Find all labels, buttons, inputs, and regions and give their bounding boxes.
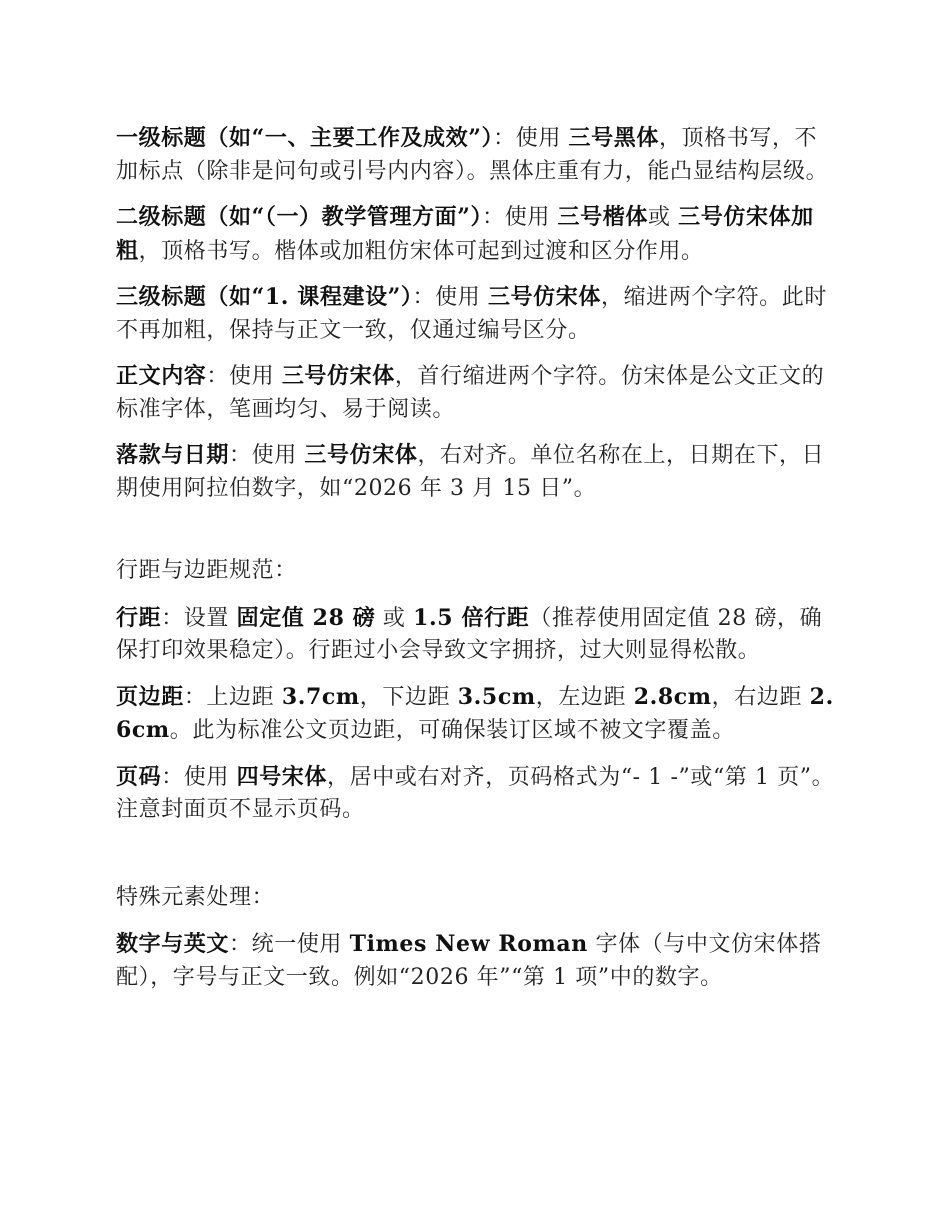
rule-term: 行距 [116,604,162,631]
rule-text: ：上边距 [183,684,282,710]
spec-value: 固定值 28 磅 [236,604,376,631]
rule-text: ，缩进两个字符。此时不再加粗，保持与正文一致，仅通过编号区分。 [116,285,827,343]
font-spec: Times New Roman [349,931,588,957]
rule-text: ：使用 [493,126,569,151]
rule-text: 或 [375,605,414,631]
spec-value: 2.6cm [116,683,834,743]
page-margin-rule [116,681,836,748]
rule-term: 正文内容 [116,363,207,389]
rule-term: 一级标题（如“一、主要工作及成效”） [116,125,494,151]
spec-value: 1.5 倍行距 [413,604,530,631]
spec-value: 3.7cm [281,683,360,710]
page-number-rule [116,761,836,827]
rule-text: （推荐使用固定值 28 磅，确保打印效果稳定）。行距过小会导致文字拥挤，过大则显得松散。 [116,605,823,663]
line-spacing-rule [116,602,836,668]
rule-term: 页码 [116,763,162,790]
rule-text: ：使用 [229,443,305,468]
heading-level-1-rule [116,122,836,188]
rule-text: 。此为标准公文页边距，可确保装订区域不被文字覆盖。 [169,718,735,743]
font-spec: 三号仿宋体 [281,363,395,389]
rule-text: ：使用 [412,285,488,310]
rule-term: 落款与日期 [116,442,230,468]
font-spec: 四号宋体 [236,763,328,790]
rule-text: 或 [647,205,679,230]
numbers-english-rule [116,928,836,994]
spec-value: 3.5cm [457,683,536,710]
rule-text: ：使用 [206,364,282,389]
section-gap [116,840,836,882]
section-gap [116,518,836,555]
rule-text: ，右边距 [711,684,810,710]
font-spec: 三号仿宋体加粗 [116,204,814,264]
font-spec: 三号黑体 [568,125,659,151]
rule-text: ，顶格书写。楷体或加粗仿宋体可起到过渡和区分作用。 [138,238,704,264]
signature-date-rule [116,439,836,505]
spec-value: 2.8cm [633,683,712,710]
rule-text: ：设置 [161,605,237,631]
rule-text: ：统一使用 [229,932,350,957]
rule-text: ，下边距 [359,684,458,710]
rule-text: ：使用 [482,205,558,230]
font-spec: 三号仿宋体 [487,284,601,310]
rule-text: ，左边距 [535,684,634,710]
rule-text: ，首行缩进两个字符。仿宋体是公文正文的标准字体，笔画均匀、易于阅读。 [116,364,825,422]
document-page [116,122,836,1007]
font-spec: 三号楷体 [557,204,648,230]
rule-term: 三级标题（如“1. 课程建设”） [116,284,413,310]
rule-term: 数字与英文 [116,931,230,957]
font-spec: 三号仿宋体 [304,442,418,468]
rule-text: 字体（与中文仿宋体搭配），字号与正文一致。例如“2026 年”“第 1 项”中的数字。 [116,932,822,990]
rule-text: ，居中或右对齐，页码格式为“- 1 -”或“第 1 页”。注意封面页不显示页码。 [116,764,835,822]
section-heading-special: 特殊元素处理： [116,884,275,910]
rule-text: ：使用 [161,764,237,790]
body-text-rule [116,360,836,426]
rule-term: 二级标题（如“（一）教学管理方面”） [116,204,483,230]
rule-term: 页边距 [116,683,184,710]
section-heading-spacing: 行距与边距规范： [116,558,297,583]
heading-level-3-rule [116,281,836,347]
rule-text: ，顶格书写，不加标点（除非是问句或引号内内容）。黑体庄重有力，能凸显结构层级。 [116,126,829,184]
heading-level-2-rule [116,201,836,268]
rule-text: ，右对齐。单位名称在上，日期在下，日期使用阿拉伯数字，如“2026 年 3 月 15 日”。 [116,443,825,501]
